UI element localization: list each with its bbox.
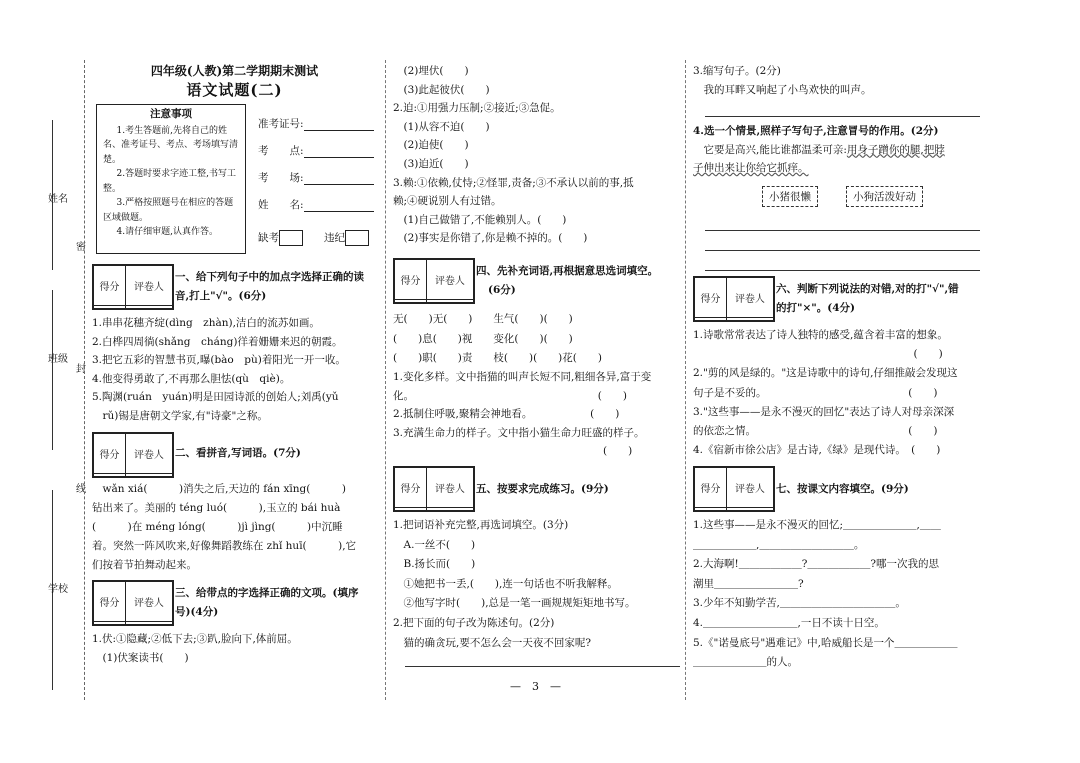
answer-line[interactable] <box>705 236 980 251</box>
section-2-items <box>92 480 382 575</box>
situation-tag-1: 小猪很懒 <box>762 185 818 207</box>
question-item: rǔ)锡是唐朝文学家,有"诗豪"之称。 <box>92 409 268 422</box>
question-item: (2)埋伏( ) <box>393 65 469 77</box>
question-item: ( ) <box>693 348 943 361</box>
reviewer-label: 评卷人 <box>125 434 172 474</box>
column-2-top <box>393 62 683 248</box>
gutter-label-class: 班级 <box>48 354 68 365</box>
score-box-5[interactable] <box>393 466 475 512</box>
pinyin-line: 着。突然一阵风吹来,好像舞蹈教练在 zhǐ huī( ),它 <box>92 540 357 552</box>
gutter-label-school: 学校 <box>48 584 68 595</box>
column-divider <box>385 60 386 700</box>
section-6-items <box>693 326 983 460</box>
name-field[interactable] <box>258 197 374 212</box>
gutter-line <box>52 290 53 450</box>
section-1-items <box>92 314 382 425</box>
question-item: (1)自己做错了,不能赖别人。( ) <box>393 213 567 226</box>
site-label: 考 点: <box>258 145 304 157</box>
question-item: 我的耳畔又响起了小鸟欢快的叫声。 <box>693 83 872 96</box>
question-item: 化。 ( ) <box>393 389 627 402</box>
question-item: 2."剪的风是绿的。"这是诗歌中的诗句,仔细推敲会发现这 <box>693 367 958 380</box>
question-item: 2.大海啊!＿＿＿＿＿＿?＿＿＿＿＿＿?哪一次我的思 <box>693 558 939 571</box>
page-number: — 3 — <box>510 680 561 693</box>
room-field[interactable] <box>258 170 374 185</box>
seal-mark-xian: 线 <box>76 484 86 495</box>
score-label: 得分 <box>94 582 126 622</box>
exam-title: 四年级(人教)第二学期期末测试 <box>150 64 319 78</box>
question-item: (1)伏案读书( ) <box>92 651 189 664</box>
question-item: A.一丝不( ) <box>393 538 476 551</box>
question-item: 1.伏:①隐藏;②低下去;③趴,脸向下,体前屈。 <box>92 633 298 645</box>
question-item: 2.白桦四周徜(shǎng cháng)徉着姗姗来迟的朝霞。 <box>92 335 343 348</box>
section-5-items <box>393 516 683 653</box>
section-4-title: 四、先补充词语,再根据意思选词填空。 (6分) <box>476 265 659 296</box>
question-item: 2.把下面的句子改为陈述句。(2分) <box>393 616 555 629</box>
section-5-title: 五、按要求完成练习。(9分) <box>476 483 609 495</box>
notice-item: 3.严格按照题号在相应的答题区域做题。 <box>103 198 234 223</box>
question-item: 5.《"诺曼底号"遇难记》中,哈威船长是一个＿＿＿＿＿＿ <box>693 636 958 649</box>
question-item: 3.充满生命力的样子。文中指小猫生命力旺盛的样子。 <box>393 426 645 439</box>
question-item: 4.他变得勇敢了,不再那么胆怯(qù qiè)。 <box>92 372 291 385</box>
question-item: 2.迫:①用强力压制;②接近;③急促。 <box>393 102 561 115</box>
score-box-7[interactable] <box>693 466 775 512</box>
question-item: 3.少年不知勤学苦,＿＿＿＿＿＿＿＿＿＿＿。 <box>693 597 906 610</box>
reviewer-label: 评卷人 <box>125 582 172 622</box>
situation-tag-2: 小狗活泼好动 <box>846 185 923 207</box>
notice-item: 4.请仔细审题,认真作答。 <box>116 227 218 237</box>
pinyin-line: 钻出来了。美丽的 téng luó( ),玉立的 bái huà <box>92 502 341 514</box>
exam-subtitle: 语文试题(二) <box>186 80 283 99</box>
ticket-label: 准考证号: <box>258 118 304 130</box>
question-item: 赖;④硬说别人有过错。 <box>393 195 502 208</box>
word-blank-row: 无( )无( ) 生气( )( ) <box>393 313 573 325</box>
question-item: (2)事实是你错了,你是赖不掉的。( ) <box>393 232 588 245</box>
reviewer-label: 评卷人 <box>426 260 473 300</box>
score-label: 得分 <box>695 278 727 318</box>
notice-item: 2.答题时要求字迹工整,书写工整。 <box>103 169 236 194</box>
question-item: 4.《宿新市徐公店》是古诗,《绿》是现代诗。 ( ) <box>693 444 941 457</box>
section-7-items <box>693 516 983 673</box>
section-4-items <box>393 368 683 461</box>
discipline-checkbox[interactable] <box>345 230 369 246</box>
question-item: 的依恋之情。 ( ) <box>693 425 938 438</box>
question-item: 2.抵制住呼吸,聚精会神地看。 ( ) <box>393 408 620 420</box>
question-item: 1.诗歌常常表达了诗人独特的感受,蕴含着丰富的想象。 <box>693 329 948 341</box>
question-4: 4.选一个情景,照样子写句子,注意冒号的作用。(2分) 它要是高兴,能比谁都温柔可亲:用身子蹭你的腿,把脖 子伸出来让你给它抓痒。 <box>693 125 945 174</box>
question-item: ＿＿＿＿＿＿＿的人。 <box>693 656 798 669</box>
section-3-title: 三、给带点的字选择正确的文项。(填序 号)(4分) <box>175 587 359 618</box>
seal-mark-feng: 封 <box>76 364 86 375</box>
score-box-1[interactable] <box>92 264 174 310</box>
score-box-6[interactable] <box>693 276 775 322</box>
absent-field[interactable] <box>258 230 369 246</box>
question-item: (3)迫近( ) <box>393 157 469 170</box>
reviewer-label: 评卷人 <box>726 468 773 508</box>
question-item: (3)此起彼伏( ) <box>393 83 490 96</box>
reviewer-label: 评卷人 <box>726 278 773 318</box>
section-2-title: 二、看拼音,写词语。(7分) <box>175 447 301 459</box>
column-1 <box>92 62 377 99</box>
seal-line <box>84 60 85 700</box>
reviewer-label: 评卷人 <box>426 468 473 508</box>
question-item: 5.陶渊(ruán yuán)明是田园诗派的创始人;刘禹(yǔ <box>92 391 339 403</box>
question-item: ①她把书一丢,( ),连一句话也不听我解释。 <box>393 577 618 590</box>
word-blank-row: ( )职( )责 枝( )( )花( ) <box>393 352 602 364</box>
binding-gutter <box>38 60 88 700</box>
notice-box <box>96 104 246 254</box>
score-box-3[interactable] <box>92 580 174 626</box>
question-item: 1.串串花穗齐绽(dìng zhàn),洁白的流苏如画。 <box>92 317 320 329</box>
question-item: 1.把词语补充完整,再选词填空。(3分) <box>393 519 569 531</box>
section-4-grid <box>393 310 683 369</box>
pinyin-line: ( )在 méng lóng( )jì jìng( )中沉睡 <box>92 521 343 533</box>
section-1-title: 一、给下列句子中的加点字选择正确的读 音,打上"√"。(6分) <box>175 271 364 302</box>
pinyin-line: 们按着节拍舞动起来。 <box>92 559 197 571</box>
answer-line[interactable] <box>405 652 680 667</box>
question-item: ( ) <box>393 445 633 457</box>
column-divider <box>685 60 686 700</box>
question-item: ＿＿＿＿＿＿,＿＿＿＿＿＿＿＿＿。 <box>693 538 865 551</box>
notice-title: 注意事项 <box>150 108 192 120</box>
seal-mark-mi: 密 <box>76 242 86 253</box>
site-field[interactable] <box>258 143 374 158</box>
score-label: 得分 <box>94 434 126 474</box>
score-box-4[interactable] <box>393 258 475 304</box>
pinyin-line: wǎn xiá( )消失之后,天边的 fán xīng( ) <box>92 483 346 495</box>
score-label: 得分 <box>395 260 427 300</box>
section-6-title: 六、判断下列说法的对错,对的打"√",错 的打"×"。(4分) <box>776 283 959 314</box>
answer-line[interactable] <box>705 256 980 271</box>
answer-line[interactable] <box>705 216 980 231</box>
question-item: ②他写字时( ),总是一笔一画规规矩矩地书写。 <box>393 597 636 610</box>
question-item: (1)从容不迫( ) <box>393 120 490 133</box>
score-label: 得分 <box>395 468 427 508</box>
section-7-title: 七、按课文内容填空。(9分) <box>776 483 909 495</box>
score-label: 得分 <box>695 468 727 508</box>
word-blank-row: ( )息( )视 变化( )( ) <box>393 332 573 345</box>
notice-item: 1.考生答题前,先将自己的姓名、准考证号、考点、考场填写清楚。 <box>103 125 239 165</box>
gutter-label-name: 姓名 <box>48 194 68 205</box>
room-label: 考 场: <box>258 172 304 184</box>
discipline-label: 违纪 <box>324 232 345 244</box>
question-item: 4.＿＿＿＿＿＿＿＿＿,一日不读十日空。 <box>693 616 885 629</box>
question-item: 句子是不妥的。 ( ) <box>693 386 938 399</box>
question-item: B.扬长而( ) <box>393 558 476 571</box>
question-item: 3.把它五彩的智慧书页,曝(bào pù)着阳光一开一收。 <box>92 354 346 366</box>
name-label: 姓 名: <box>258 199 304 211</box>
question-item: 1.变化多样。文中指猫的叫声长短不同,粗细各异,富于变 <box>393 371 652 383</box>
question-item: 3.赖:①依赖,仗恃;②怪罪,责备;③不承认以前的事,抵 <box>393 176 634 189</box>
absent-label: 缺考 <box>258 232 279 244</box>
score-label: 得分 <box>94 266 126 306</box>
question-item: 3.缩写句子。(2分) <box>693 65 781 77</box>
absent-checkbox[interactable] <box>279 230 303 246</box>
question-item: (2)迫使( ) <box>393 139 469 152</box>
question-item: 猫的确贪玩,要不怎么会一天夜不回家呢? <box>393 636 591 649</box>
section-3-items <box>92 630 382 667</box>
column-3-top <box>693 62 983 99</box>
question-item: 3."这些事——是永不漫灭的回忆"表达了诗人对母亲深深 <box>693 405 955 418</box>
answer-line[interactable] <box>705 102 980 117</box>
ticket-field[interactable] <box>258 116 374 131</box>
reviewer-label: 评卷人 <box>125 266 172 306</box>
question-item: 潮里＿＿＿＿＿＿＿＿? <box>693 577 804 590</box>
question-item: 1.这些事——是永不漫灭的回忆;＿＿＿＿＿＿＿,＿＿ <box>693 519 941 531</box>
score-box-2[interactable] <box>92 432 174 478</box>
